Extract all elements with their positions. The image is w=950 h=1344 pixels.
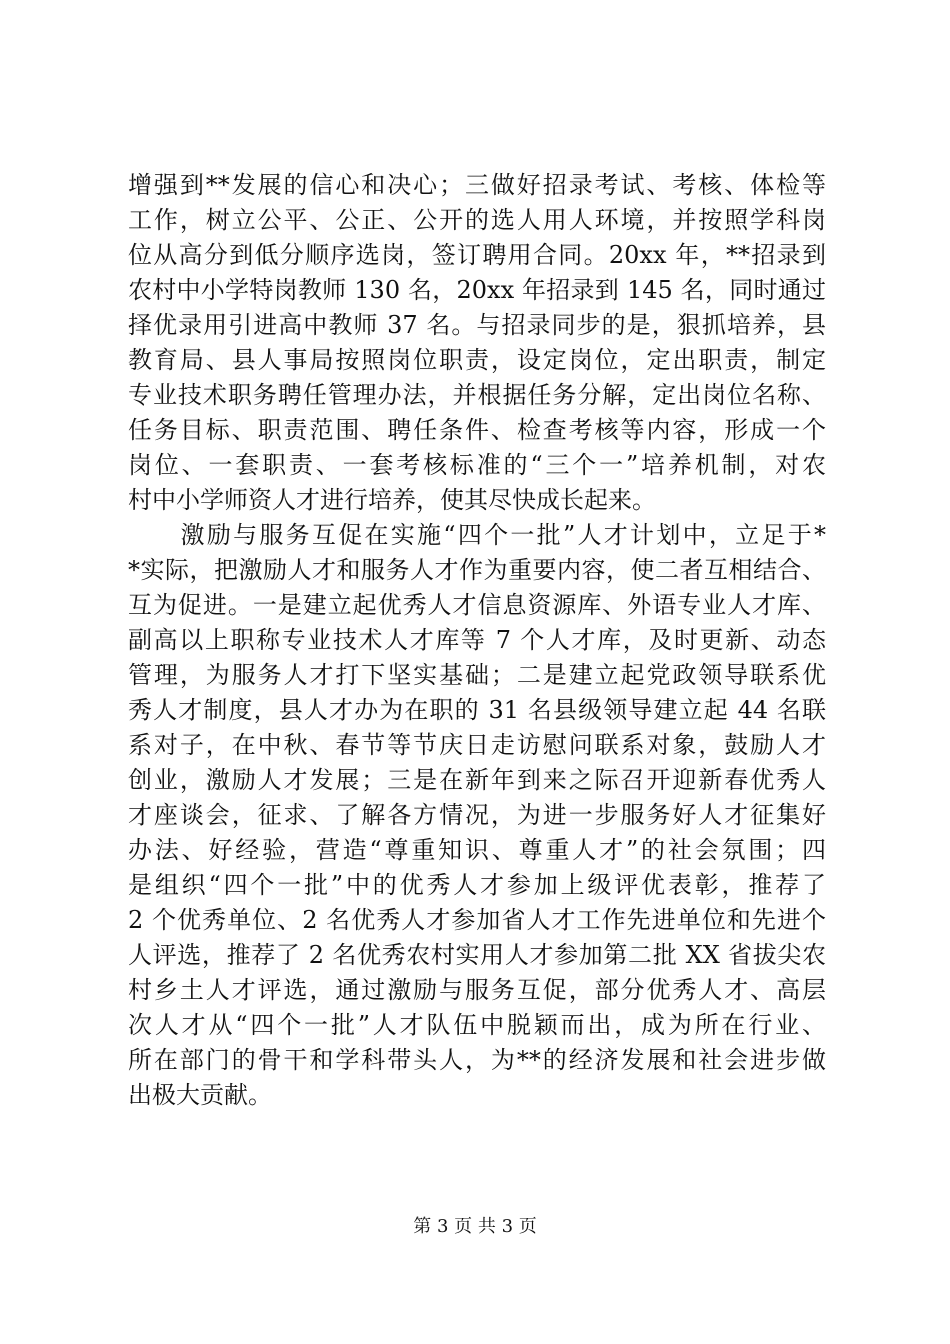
text-line: 择优录用引进高中教师 37 名。与招录同步的是，狠抓培养，县 — [128, 311, 826, 339]
text-line: 办法、好经验，营造“尊重知识、尊重人才”的社会氛围；四 — [128, 836, 826, 864]
document-body — [128, 168, 826, 1113]
text-line: 农村中小学特岗教师 130 名，20xx 年招录到 145 名，同时通过 — [128, 276, 826, 304]
text-line: 位从高分到低分顺序选岗，签订聘用合同。20xx 年，**招录到 — [128, 241, 826, 269]
text-line: 是组织“四个一批”中的优秀人才参加上级评优表彰，推荐了 — [128, 871, 826, 899]
text-line: 互为促进。一是建立起优秀人才信息资源库、外语专业人才库、 — [128, 591, 826, 619]
paragraph-2 — [128, 518, 826, 1113]
text-line: 专业技术职务聘任管理办法，并根据任务分解，定出岗位名称、 — [128, 381, 826, 409]
text-line: *实际，把激励人才和服务人才作为重要内容，使二者互相结合、 — [128, 556, 826, 584]
text-line: 秀人才制度，县人才办为在职的 31 名县级领导建立起 44 名联 — [128, 696, 826, 724]
text-line: 次人才从“四个一批”人才队伍中脱颖而出，成为所在行业、 — [128, 1011, 826, 1039]
text-line: 村中小学师资人才进行培养，使其尽快成长起来。 — [128, 486, 656, 514]
page-footer: 第 3 页 共 3 页 — [413, 1216, 537, 1237]
text-line: 出极大贡献。 — [128, 1081, 272, 1109]
text-line: 岗位、一套职责、一套考核标准的“三个一”培养机制，对农 — [128, 451, 826, 479]
text-line: 创业，激励人才发展；三是在新年到来之际召开迎新春优秀人 — [128, 766, 826, 794]
text-line: 教育局、县人事局按照岗位职责，设定岗位，定出职责，制定 — [128, 346, 826, 374]
text-line: 激励与服务互促在实施“四个一批”人才计划中，立足于* — [128, 521, 826, 549]
text-line: 增强到**发展的信心和决心；三做好招录考试、考核、体检等 — [128, 171, 826, 199]
text-line: 工作，树立公平、公正、公开的选人用人环境，并按照学科岗 — [128, 206, 826, 234]
text-line: 副高以上职称专业技术人才库等 7 个人才库，及时更新、动态 — [128, 626, 826, 654]
text-line: 2 个优秀单位、2 名优秀人才参加省人才工作先进单位和先进个 — [128, 906, 826, 934]
text-line: 才座谈会，征求、了解各方情况，为进一步服务好人才征集好 — [128, 801, 826, 829]
text-line: 所在部门的骨干和学科带头人，为**的经济发展和社会进步做 — [128, 1046, 826, 1074]
text-line: 村乡土人才评选，通过激励与服务互促，部分优秀人才、高层 — [128, 976, 826, 1004]
text-line: 任务目标、职责范围、聘任条件、检查考核等内容，形成一个 — [128, 416, 826, 444]
text-line: 管理，为服务人才打下坚实基础；二是建立起党政领导联系优 — [128, 661, 826, 689]
paragraph-1 — [128, 168, 826, 518]
text-line: 人评选，推荐了 2 名优秀农村实用人才参加第二批 XX 省拔尖农 — [128, 941, 826, 969]
text-line: 系对子，在中秋、春节等节庆日走访慰问联系对象，鼓励人才 — [128, 731, 826, 759]
